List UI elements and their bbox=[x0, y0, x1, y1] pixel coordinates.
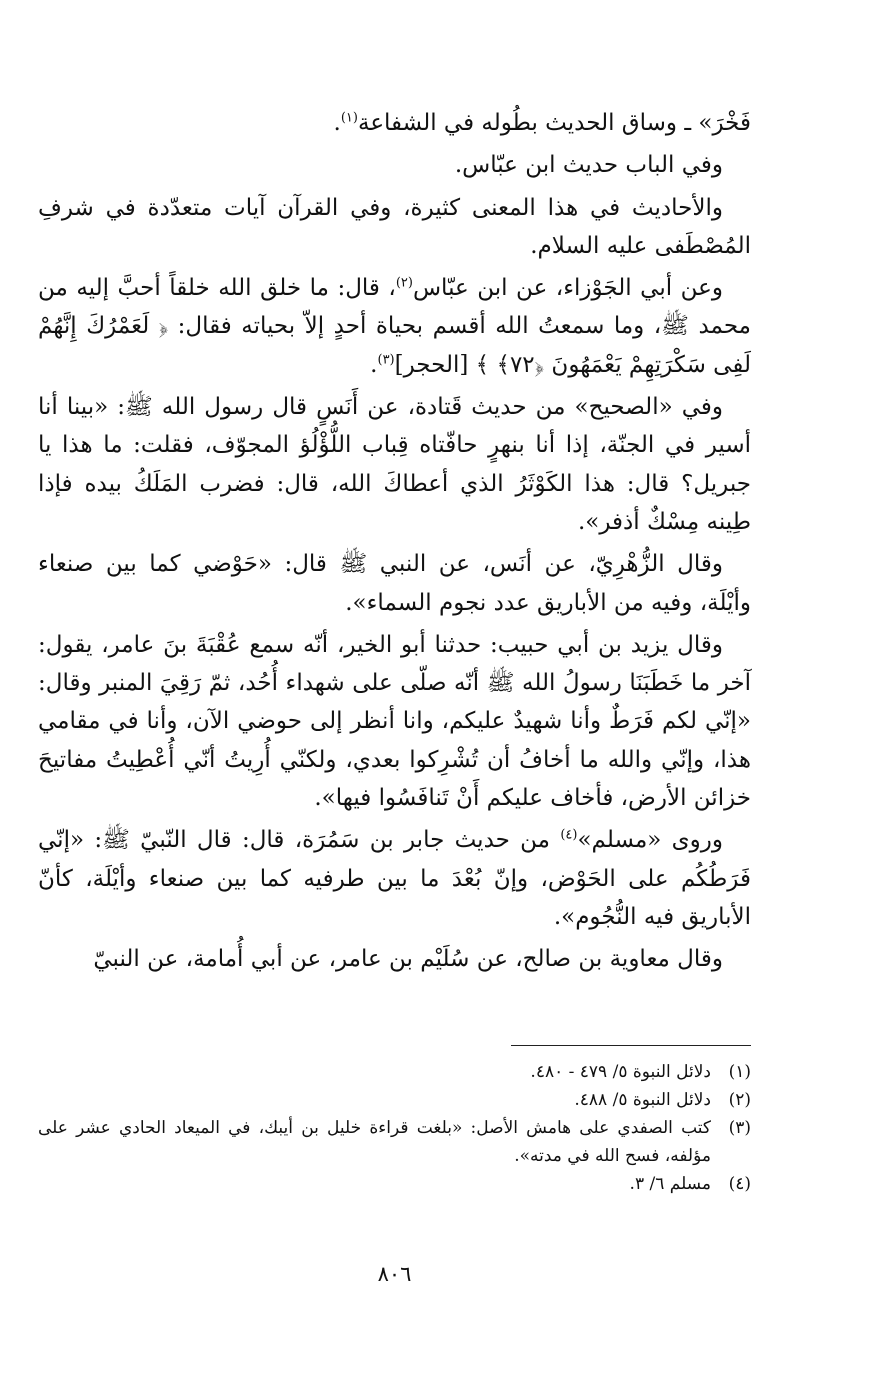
paragraph bbox=[38, 821, 751, 936]
text-run: وعن أبي الجَوْزاء، عن ابن عبّاس bbox=[412, 275, 723, 302]
footnote-number: (٢) bbox=[728, 1090, 751, 1110]
page-number: ٨٠٦ bbox=[377, 1262, 412, 1286]
footnote-text: دلائل النبوة ٥/ ٤٨٨. bbox=[574, 1090, 711, 1110]
text-run: ، قال: ما خلق الله خلقاً أحبَّ إليه من محمد ﷺ، وما سمعتُ الله أقسم بحياة أحدٍ إلاّ بحياته فقال: ﴿ لَعَمْرُكَ إِنَّهُمْ لَفِى سَكْرَتِهِمْ يَعْمَهُونَ ﴿٧٢﴾ ﴾ [الحجر] bbox=[38, 275, 751, 378]
footnote-ref[interactable]: (٣) bbox=[377, 352, 395, 368]
footnote-ref[interactable]: (٤) bbox=[560, 827, 578, 843]
footnote bbox=[38, 1058, 751, 1086]
paragraph: وقال يزيد بن أبي حبيب: حدثنا أبو الخير، أنّه سمع عُقْبَةَ بنَ عامر، يقول: آخر ما خَطَبَنَا رسولُ الله ﷺ أنّه صلّى على شهداء أُحُد، ثمّ رَقِيَ المنبر وقال: «إنّي لكم فَرَطٌ وأنا شهيدٌ عليكم، وانا أنظر إلى حوضي الآن، وأنا في مقامي هذا، وإنّي والله ما أخافُ أن تُشْرِكوا بعدي، ولكنّي أُرِيتُ أنّي أُعْطِيتُ مفاتيحَ خزائن الأرض، فأخاف عليكم أَنْ تَنافَسُوا فيها». bbox=[38, 631, 751, 812]
footnote bbox=[38, 1170, 751, 1198]
footnote-number: (٣) bbox=[728, 1118, 751, 1138]
paragraph: وقال الزُّهْرِيّ، عن أنَس، عن النبي ﷺ قال: «حَوْضي كما بين صنعاء وأيْلَة، وفيه من الأباريق عدد نجوم السماء». bbox=[38, 551, 751, 616]
text-run: فَخْرَ» ـ وساق الحديث بطُوله في الشفاعة bbox=[357, 110, 751, 136]
footnote-text: كتب الصفدي على هامش الأصل: «بلغت قراءة خليل بن أيبك، في الميعاد الحادي عشر على مؤلفه، فسح الله في مدته». bbox=[38, 1118, 711, 1166]
footnote-number: (١) bbox=[728, 1062, 751, 1082]
footnote-ref[interactable]: (١) bbox=[340, 110, 358, 126]
text-run: من حديث جابر بن سَمُرَة، قال: قال النّبيّ ﷺ: «إنّي فَرَطُكُم على الحَوْض، وإنّ بُعْدَ ما بين طرفيه كما بين صنعاء وأيْلَة، كأنّ الأباريق فيه النُّجُوم». bbox=[38, 827, 751, 930]
paragraph: وفي «الصحيح» من حديث قَتادة، عن أَنَسٍ قال رسول الله ﷺ: «بينا أنا أسير في الجنّة، إذا أنا بنهرٍ حافّتاه قِباب اللُّؤْلُؤ المجوّف، فقلت: ما هذا يا جبريل؟ قال: هذا الكَوْثَرُ الذي أعطاكَ الله، قال: فضرب المَلَكُ بيده فإذا طِينه مِسْكٌ أذفر». bbox=[38, 394, 751, 535]
footnote-text: دلائل النبوة ٥/ ٤٧٩ - ٤٨٠. bbox=[530, 1062, 711, 1082]
footnote-number: (٤) bbox=[728, 1174, 751, 1194]
paragraph: فَخْرَ» ـ وساق الحديث بطُوله في الشفاعة$^{(١)}$. bbox=[333, 110, 751, 136]
footnote-ref[interactable]: (٢) bbox=[395, 275, 413, 291]
footnote bbox=[38, 1086, 751, 1114]
paragraph: والأحاديث في هذا المعنى كثيرة، وفي القرآن آيات متعدّدة في شرفِ المُصْطَفى عليه السلام. bbox=[38, 194, 751, 259]
footnote bbox=[38, 1114, 751, 1170]
footnote-divider bbox=[511, 1045, 751, 1046]
footnote-text: مسلم ٦/ ٣. bbox=[629, 1174, 711, 1194]
paragraph bbox=[38, 269, 751, 384]
main-text bbox=[38, 104, 751, 983]
paragraph: وقال معاوية بن صالح، عن سُلَيْم بن عامر، عن أبي أُمامة، عن النبيّ bbox=[93, 946, 723, 973]
text-run: وروى «مسلم» bbox=[577, 827, 723, 854]
text-run: . bbox=[370, 351, 378, 378]
footnotes bbox=[38, 1058, 751, 1198]
paragraph: وفي الباب حديث ابن عبّاس. bbox=[454, 152, 723, 179]
